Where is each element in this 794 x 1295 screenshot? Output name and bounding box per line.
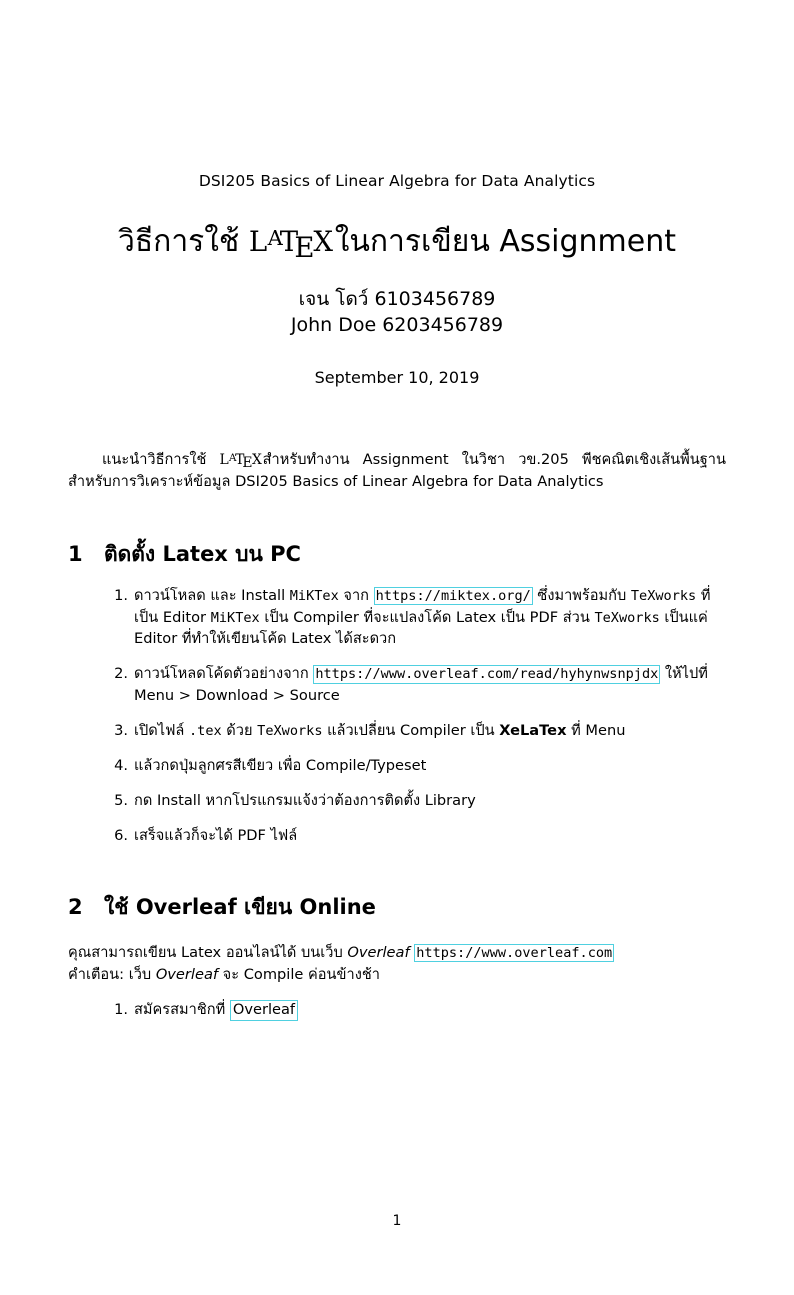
code-text: TeXworks bbox=[594, 609, 660, 626]
code-text: .tex bbox=[188, 723, 222, 740]
document-page bbox=[0, 172, 794, 1295]
body-text: แล้วเปลี่ยน Compiler เป็น bbox=[322, 722, 500, 740]
body-text: ดาวน์โหลดโค้ดตัวอย่างจาก bbox=[134, 665, 314, 683]
body-text: ซึ่งมาพร้อมกับ bbox=[532, 586, 631, 604]
abstract-part1: แนะนำวิธีการใช้ bbox=[102, 451, 220, 469]
latex-logo-x: X bbox=[313, 225, 334, 258]
body-text: ให้ไปที่ Menu > Download > Source bbox=[134, 665, 708, 705]
code-text: TeXworks bbox=[630, 587, 697, 604]
body-text: ที่เป็น Editor bbox=[134, 586, 711, 626]
latex-logo-e: E bbox=[242, 455, 252, 472]
list-item bbox=[68, 755, 726, 777]
list-item-marker: 2. bbox=[114, 665, 128, 683]
section-2-list bbox=[68, 999, 726, 1021]
abstract-paragraph bbox=[68, 449, 726, 493]
list-item-marker: 5. bbox=[114, 791, 128, 809]
section-heading-1 bbox=[68, 538, 726, 571]
author-thai: เจน โดว์ 6103456789 bbox=[298, 288, 496, 310]
latex-logo-a: A bbox=[267, 226, 281, 251]
code-text: MiKTex bbox=[210, 609, 260, 626]
section-title: ติดตั้ง Latex บน PC bbox=[104, 541, 301, 566]
body-text: คำเตือน: เว็บ bbox=[68, 965, 156, 983]
body-text: คุณสามารถเขียน Latex ออนไลน์ได้ บนเว็บ bbox=[68, 943, 348, 961]
hyperlink[interactable]: https://www.overleaf.com/read/hyhynwsnpjdx bbox=[315, 666, 659, 683]
latex-logo bbox=[220, 450, 263, 471]
list-item-marker: 1. bbox=[114, 586, 128, 604]
list-item bbox=[68, 825, 726, 847]
body-text: เปิดไฟล์ bbox=[134, 722, 189, 740]
latex-logo-t: T bbox=[235, 452, 244, 469]
body-text: ด้วย bbox=[221, 722, 258, 740]
list-item bbox=[68, 663, 726, 707]
code-text: MiKTex bbox=[289, 587, 339, 604]
latex-logo-a: A bbox=[228, 452, 236, 465]
body-text: เสร็จแล้วก็จะได้ PDF ไฟล์ bbox=[134, 826, 298, 844]
latex-logo-l: L bbox=[219, 452, 229, 469]
page-title bbox=[68, 218, 726, 265]
italic-text: Overleaf bbox=[347, 943, 410, 961]
page-number: 1 bbox=[392, 1213, 402, 1229]
list-item-marker: 1. bbox=[114, 1001, 128, 1019]
body-text: ที่ Menu bbox=[566, 722, 626, 740]
title-suffix: ในการเขียน Assignment bbox=[334, 224, 676, 259]
list-item bbox=[68, 720, 726, 742]
body-text: กด Install หากโปรแกรมแจ้งว่าต้องการติดตั้ง Library bbox=[134, 791, 476, 809]
authors bbox=[68, 287, 726, 338]
title-prefix: วิธีการใช้ bbox=[118, 224, 249, 259]
code-text: TeXworks bbox=[257, 723, 323, 740]
body-text: ดาวน์โหลด และ Install bbox=[134, 586, 290, 604]
body-text: แล้วกดปุ่มลูกศรสีเขียว เพื่อ Compile/Typeset bbox=[134, 756, 427, 774]
section-heading-2 bbox=[68, 891, 726, 924]
hyperlink[interactable]: https://miktex.org/ bbox=[375, 587, 531, 604]
emphasis-text: XeLaTex bbox=[499, 722, 567, 740]
latex-logo-l: L bbox=[248, 225, 268, 258]
list-item-marker: 4. bbox=[114, 756, 128, 774]
author-english: John Doe 6203456789 bbox=[290, 313, 504, 336]
body-text: จาก bbox=[338, 586, 374, 604]
latex-logo-x: X bbox=[251, 452, 262, 469]
latex-logo bbox=[248, 225, 335, 264]
italic-text: Overleaf bbox=[155, 965, 219, 983]
hyperlink[interactable]: Overleaf bbox=[230, 1000, 298, 1020]
list-item bbox=[68, 585, 726, 651]
list-item-marker: 3. bbox=[114, 722, 128, 740]
latex-logo-e: E bbox=[294, 230, 314, 264]
hyperlink[interactable]: https://www.overleaf.com bbox=[416, 944, 613, 961]
document-date: September 10, 2019 bbox=[314, 368, 480, 388]
list-item bbox=[68, 999, 726, 1021]
section-number: 1 bbox=[68, 541, 83, 566]
body-text: เป็น Compiler ที่จะแปลงโค้ด Latex เป็น PDF ส่วน bbox=[259, 608, 595, 626]
body-text: จะ Compile ค่อนข้างช้า bbox=[218, 965, 380, 983]
section-title: ใช้ Overleaf เขียน Online bbox=[104, 894, 376, 919]
section-2-paragraph bbox=[68, 942, 726, 986]
section-1-list bbox=[68, 585, 726, 847]
body-text: สมัครสมาชิกที่ bbox=[134, 1001, 230, 1019]
section-number: 2 bbox=[68, 894, 83, 919]
latex-logo-t: T bbox=[279, 225, 296, 258]
abstract-part2: สำหรับทำงาน Assignment ในวิชา วข.205 พีชคณิตเชิงเส้นพื้นฐานสำหรับการวิเคราะห์ข้อมูล DSI205 Basics of Linear Algebra for Data Analytics bbox=[68, 451, 726, 491]
course-line: DSI205 Basics of Linear Algebra for Data Analytics bbox=[198, 172, 596, 190]
body-text: เป็นแค่ Editor ที่ทำให้เขียนโค้ด Latex ได้สะดวก bbox=[134, 608, 708, 648]
list-item-marker: 6. bbox=[114, 826, 128, 844]
list-item bbox=[68, 790, 726, 812]
